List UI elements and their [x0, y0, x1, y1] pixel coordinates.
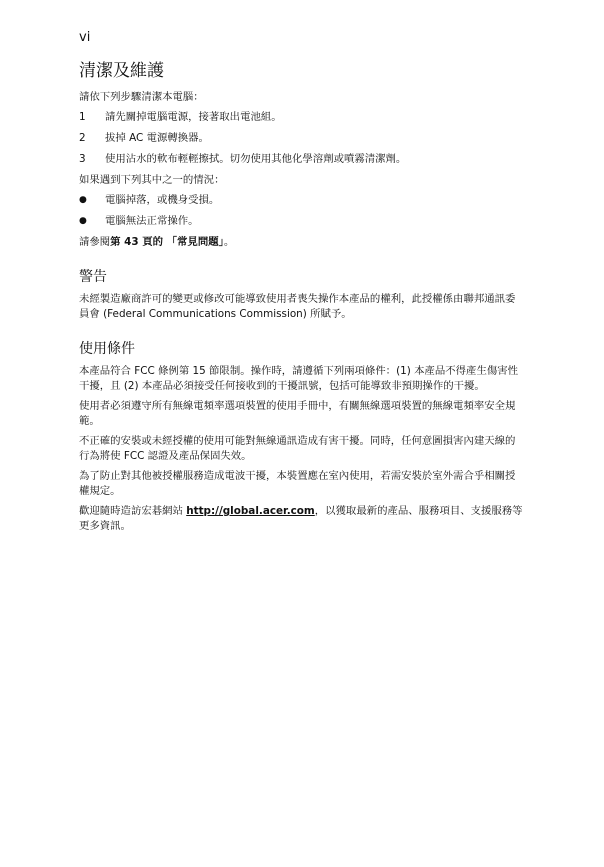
- condition-text: 電腦掉落，或機身受損。: [105, 194, 220, 206]
- step-number: 2: [79, 132, 86, 144]
- faq-ref-link[interactable]: 第 43 頁的 「常見問題」: [110, 236, 224, 248]
- step-item: [79, 110, 525, 125]
- step-item: [79, 131, 525, 146]
- step-text: 使用沾水的軟布輕輕擦拭。切勿使用其他化學溶劑或噴霧清潔劑。: [105, 153, 407, 165]
- bullet-icon: ●: [79, 195, 87, 205]
- step-number: 1: [79, 111, 86, 123]
- condition-list: [79, 193, 525, 229]
- usage-paragraph: 不正確的安裝或未經授權的使用可能對無線通訊造成有害干擾。同時，任何意圖損害內建天線的行為將使 FCC 認證及產品保固失效。: [79, 435, 516, 462]
- cleaning-title: 清潔及維護: [79, 61, 164, 81]
- faq-ref-prefix: 請參閱: [79, 236, 111, 248]
- condition-intro: 如果遇到下列其中之一的情況：: [79, 174, 225, 186]
- condition-item: [79, 193, 525, 208]
- usage-section: [79, 340, 525, 534]
- step-text: 拔掉 AC 電源轉換器。: [105, 132, 209, 144]
- cleaning-section: [79, 60, 525, 250]
- warning-section: [79, 268, 525, 322]
- step-item: [79, 152, 525, 167]
- usage-paragraph: 為了防止對其他被授權服務造成電波干擾，本裝置應在室內使用，若需安裝於室外需合乎相關授權規定。: [79, 470, 516, 497]
- usage-paragraph: 本產品符合 FCC 條例第 15 節限制。操作時，請遵循下列兩項條件：(1) 本產品不得產生傷害性干擾，且 (2) 本產品必須接受任何接收到的干擾訊號，包括可能導致非預期操作的干擾。: [79, 365, 519, 392]
- website-suffix: ，以獲取最新的產品、服務項目、支援服務等更多資訊。: [79, 505, 523, 532]
- warning-text: 未經製造廠商許可的變更或修改可能導致使用者喪失操作本產品的權利，此授權係由聯邦通訊委員會 (Federal Communications Commission) 所賦予。: [79, 293, 516, 320]
- cleaning-steps: [79, 110, 525, 167]
- usage-title: 使用條件: [79, 341, 135, 357]
- condition-text: 電腦無法正常操作。: [105, 215, 199, 227]
- acer-website-link[interactable]: http://global.acer.com: [186, 505, 315, 517]
- step-text: 請先關掉電腦電源，接著取出電池組。: [105, 111, 282, 123]
- document-page: [79, 30, 525, 539]
- website-paragraph: [79, 504, 525, 534]
- website-prefix: 歡迎隨時造訪宏碁網站: [79, 505, 187, 517]
- bullet-icon: ●: [79, 216, 87, 226]
- step-number: 3: [79, 153, 86, 165]
- cleaning-intro: 請依下列步驟清潔本電腦：: [79, 91, 204, 103]
- page-number: vi: [79, 30, 91, 45]
- condition-item: [79, 214, 525, 229]
- warning-title: 警告: [79, 269, 107, 285]
- usage-paragraph: 使用者必須遵守所有無線電頻率選項裝置的使用手冊中，有關無線選項裝置的無線電頻率安全規範。: [79, 400, 516, 427]
- faq-ref-suffix: 。: [223, 236, 235, 248]
- faq-reference: [79, 235, 525, 250]
